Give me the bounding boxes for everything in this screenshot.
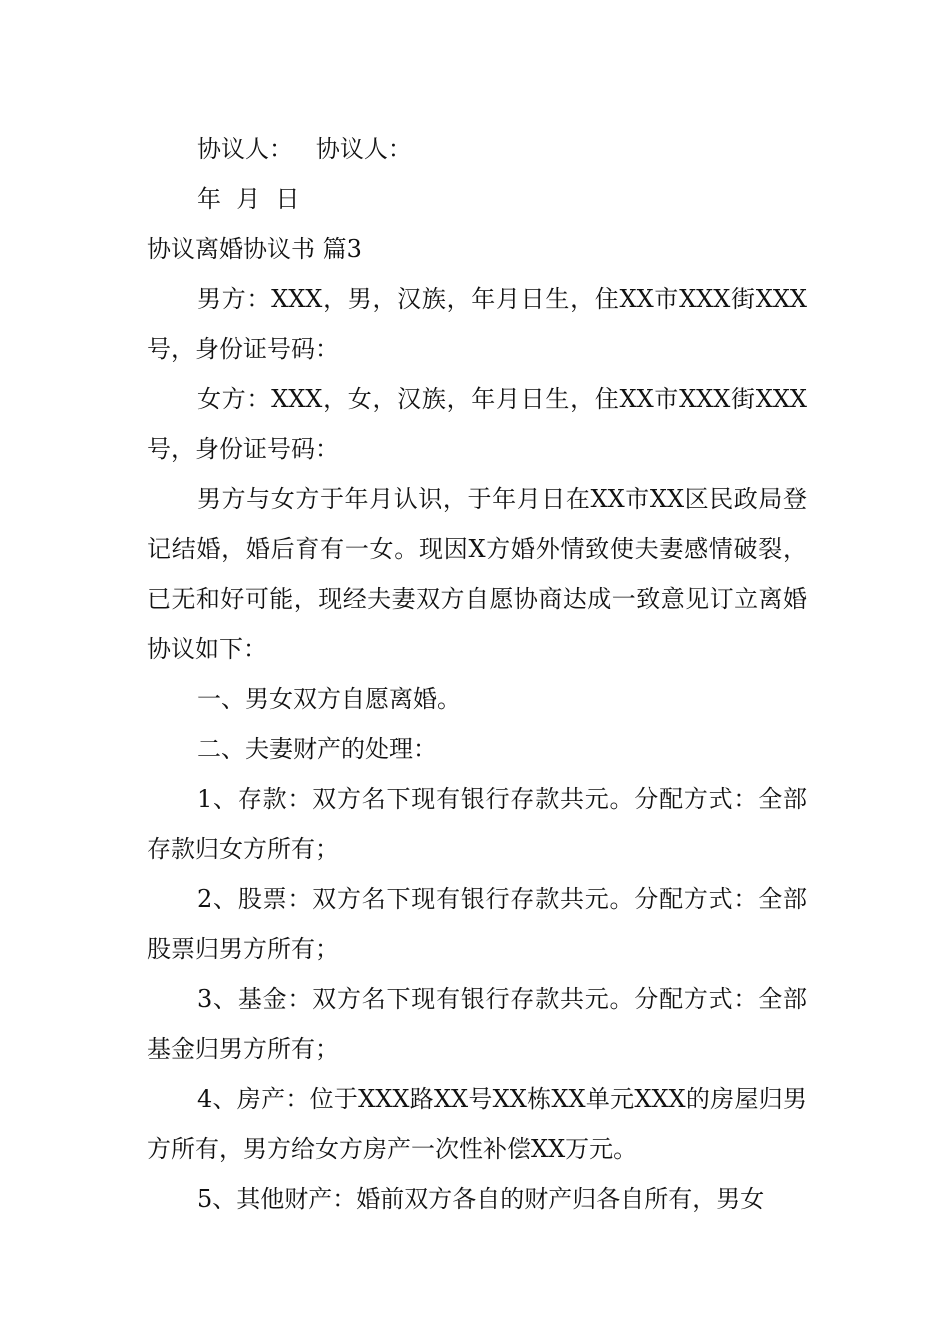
signature-line: 协议人： 协议人： <box>197 135 412 163</box>
clause-2: 二、夫妻财产的处理： <box>197 735 437 763</box>
paragraph-background: 男方与女方于年月认识，于年月日在XX市XX区民政局登记结婚，婚后育有一女。现因X方婚外情致使夫妻感情破裂，已无和好可能，现经夫妻双方自愿协商达成一致意见订立离婚协议如下： <box>147 485 807 663</box>
clause-2-item-5: 5、其他财产：婚前双方各自的财产归各自所有，男女 <box>197 1185 765 1213</box>
clause-2-item-3: 3、基金：双方名下现有银行存款共元。分配方式：全部基金归男方所有； <box>147 985 807 1063</box>
clause-1: 一、男女双方自愿离婚。 <box>197 685 461 713</box>
section-heading: 协议离婚协议书 篇3 <box>147 235 362 263</box>
clause-2-item-4: 4、房产：位于XXX路XX号XX栋XX单元XXX的房屋归男方所有，男方给女方房产一次性补偿XX万元。 <box>147 1085 807 1163</box>
clause-2-item-2: 2、股票：双方名下现有银行存款共元。分配方式：全部股票归男方所有； <box>147 885 807 963</box>
date-line: 年 月 日 <box>197 185 300 213</box>
paragraph-male-party: 男方：XXX，男，汉族，年月日生，住XX市XXX街XXX号，身份证号码： <box>147 285 807 363</box>
clause-2-item-1: 1、存款：双方名下现有银行存款共元。分配方式：全部存款归女方所有； <box>147 785 807 863</box>
document-body <box>147 124 807 1224</box>
paragraph-female-party: 女方：XXX，女，汉族，年月日生，住XX市XXX街XXX号，身份证号码： <box>147 385 807 463</box>
